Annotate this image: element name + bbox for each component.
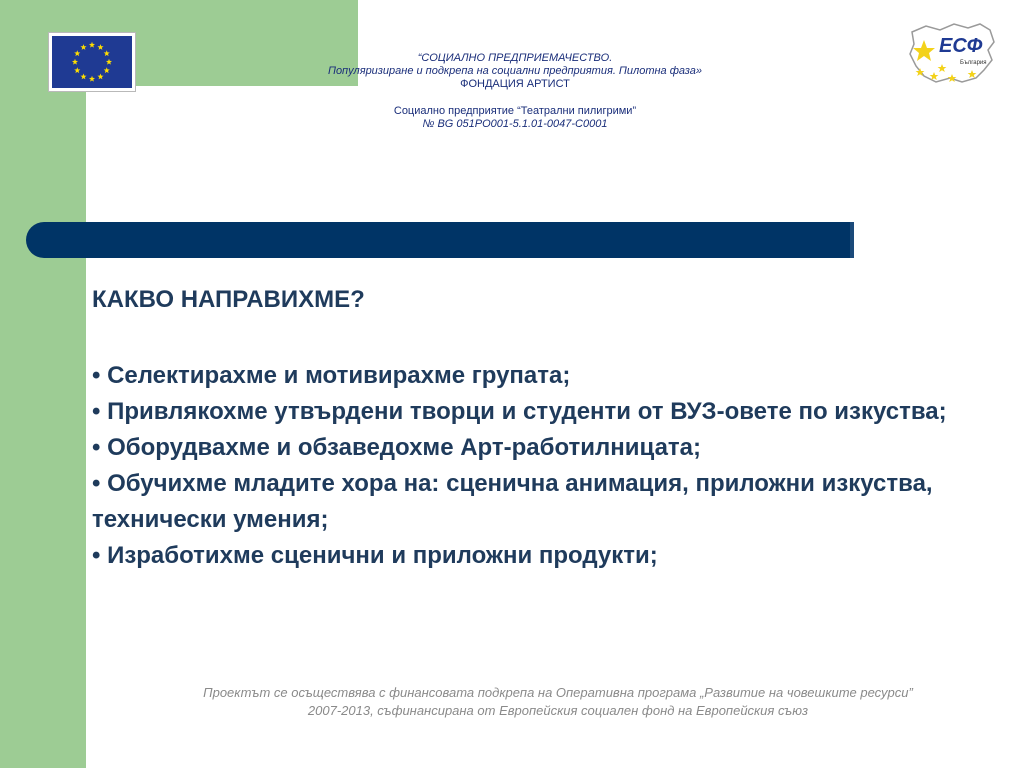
header-line-3: ФОНДАЦИЯ АРТИСТ (460, 78, 570, 90)
bullet-item: • Привлякохме утвърдени творци и студенти от ВУЗ-овете по изкуства; (92, 398, 947, 425)
bullet-item: • Селектирахме и мотивирахме групата; (92, 362, 571, 389)
esf-subtext: България (960, 60, 987, 66)
eu-flag-logo (48, 32, 136, 92)
project-header (250, 52, 780, 131)
bullet-item: • Обучихме младите хора на: сценична анимация, приложни изкуства, технически умения; (92, 470, 933, 533)
header-line-2: Популяризиране и подкрепа на социални предприятия. Пилотна фаза» (327, 65, 703, 77)
esf-logo (906, 20, 998, 86)
esf-text: ЕСФ (939, 35, 983, 57)
title-divider-edge (850, 222, 854, 258)
footer-line-1: Проектът се осъществява с финансовата подкрепа на Оперативна програма „Развитие на човешките ресурси” (203, 685, 913, 700)
slide-heading: КАКВО НАПРАВИХМЕ? (92, 286, 365, 313)
left-green-strip (0, 0, 86, 768)
header-line-5: № BG 051PO001-5.1.01-0047-C0001 (422, 118, 608, 130)
eu-flag-icon (52, 36, 132, 88)
funding-footer (92, 684, 1024, 720)
bullet-item: • Изработихме сценични и приложни продукти; (92, 542, 658, 569)
bullet-item: • Оборудвахме и обзаведохме Арт-работилницата; (92, 434, 702, 461)
footer-line-2: 2007-2013, съфинансирана от Европейския социален фонд на Европейския съюз (307, 703, 809, 718)
title-divider-bar (26, 222, 854, 258)
slide-content (92, 282, 992, 574)
header-line-4: Социално предприятие “Театрални пилигрими” (393, 105, 637, 117)
corner-curve (86, 86, 146, 146)
header-line-1: “СОЦИАЛНО ПРЕДПРИЕМАЧЕСТВО. (417, 52, 613, 64)
